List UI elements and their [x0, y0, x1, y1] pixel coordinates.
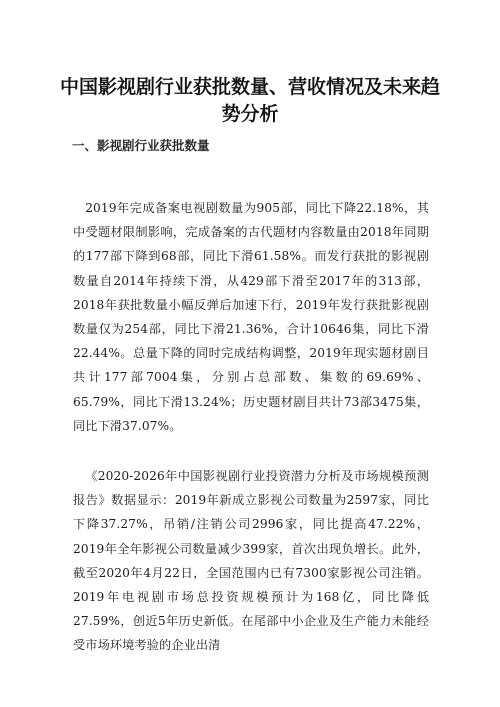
- page-title: 中国影视剧行业获批数量、营收情况及未来趋势分析: [60, 76, 441, 125]
- paragraph-approval-count: 2019年完成备案电视剧数量为905部，同比下降22.18%，其中受题材限制影响，完成备案的古代题材内容数量由2018年同期的177部下降到68部，同比下滑61.58%。而发行获批的影视剧数量自2014年持续下滑，从429部下滑至2017年的313部，2018年获批数量小幅反弹后加速下行，2019年发行获批影视剧数量仅为254部，同比下滑21.36%，合计10646集，同比下滑22.44%。总量下降的同时完成结构调整，2019年现实题材剧目共计177部7004集，分别占总部数、集数的69.69%、65.79%，同比下滑13.24%；历史题材剧目共计73部3475集，同比下滑37.07%。: [73, 201, 429, 433]
- paragraph-company-statistics: 《2020-2026年中国影视剧行业投资潜力分析及市场规模预测报告》数据显示：2019年新成立影视公司数量为2597家，同比下降37.27%，吊销/注销公司2996家，同比提高47.22%，2019年全年影视公司数量减少399家，首次出现负增长。此外，截至2020年4月22日，全国范围内已有7300家影视公司注销。2019年电视剧市场总投资规模预计为168亿，同比降低27.59%，创近5年历史新低。在尾部中小企业及生产能力未能经受市场环境考验的企业出清: [73, 469, 429, 653]
- section-heading: 一、影视剧行业获批数量: [72, 138, 210, 153]
